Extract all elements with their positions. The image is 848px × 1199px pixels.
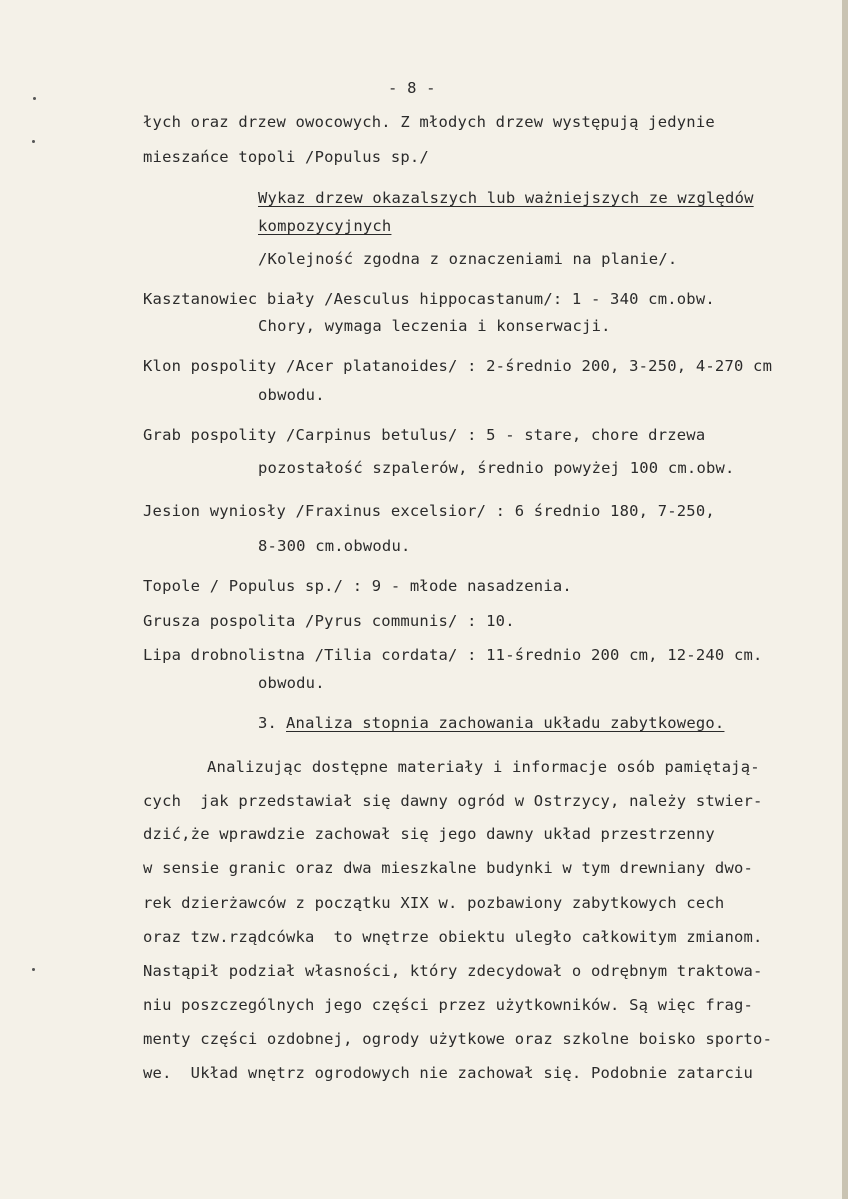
margin-mark xyxy=(32,968,35,971)
body-line: w sensie granic oraz dwa mieszkalne budynki w tym drewniany dwo- xyxy=(143,859,754,877)
body-line: Analizując dostępne materiały i informacje osób pamiętają- xyxy=(207,758,760,776)
text-line: obwodu. xyxy=(258,386,325,404)
body-line: rek dzierżawców z początku XIX w. pozbawiony zabytkowych cech xyxy=(143,894,725,912)
section-heading: Wykaz drzew okazalszych lub ważniejszych ze względów xyxy=(258,189,754,207)
body-line: oraz tzw.rządcówka to wnętrze obiektu uległo całkowitym zmianom. xyxy=(143,928,763,946)
text-line: Grab pospolity /Carpinus betulus/ : 5 - stare, chore drzewa xyxy=(143,426,706,444)
page-number: - 8 - xyxy=(388,79,436,97)
text-line: Topole / Populus sp./ : 9 - młode nasadzenia. xyxy=(143,577,572,595)
text-line: Klon pospolity /Acer platanoides/ : 2-średnio 200, 3-250, 4-270 cm xyxy=(143,357,773,375)
text-line: obwodu. xyxy=(258,674,325,692)
body-line: niu poszczególnych jego części przez użytkowników. Są więc frag- xyxy=(143,996,754,1014)
text-line: Chory, wymaga leczenia i konserwacji. xyxy=(258,317,611,335)
margin-mark xyxy=(33,97,36,100)
section-heading: Analiza stopnia zachowania układu zabytkowego. xyxy=(286,714,725,732)
body-line: dzić,że wprawdzie zachował się jego dawny układ przestrzenny xyxy=(143,825,715,843)
text-line: mieszańce topoli /Populus sp./ xyxy=(143,148,429,166)
text-line: /Kolejność zgodna z oznaczeniami na planie/. xyxy=(258,250,678,268)
text-line: Grusza pospolita /Pyrus communis/ : 10. xyxy=(143,612,515,630)
body-line: we. Układ wnętrz ogrodowych nie zachował się. Podobnie zatarciu xyxy=(143,1064,754,1082)
margin-mark xyxy=(32,140,35,143)
text-line: Lipa drobnolistna /Tilia cordata/ : 11-średnio 200 cm, 12-240 cm. xyxy=(143,646,763,664)
text-line: Kasztanowiec biały /Aesculus hippocastanum/: 1 - 340 cm.obw. xyxy=(143,290,715,308)
body-line: menty części ozdobnej, ogrody użytkowe oraz szkolne boisko sporto- xyxy=(143,1030,773,1048)
text-line: pozostałość szpalerów, średnio powyżej 100 cm.obw. xyxy=(258,459,735,477)
text-line: łych oraz drzew owocowych. Z młodych drzew występują jedynie xyxy=(143,113,715,131)
text-line: Jesion wyniosły /Fraxinus excelsior/ : 6 średnio 180, 7-250, xyxy=(143,502,715,520)
body-line: cych jak przedstawiał się dawny ogród w Ostrzycy, należy stwier- xyxy=(143,792,763,810)
body-line: Nastąpił podział własności, który zdecydował o odrębnym traktowa- xyxy=(143,962,763,980)
section-number: 3. xyxy=(258,714,278,732)
section-heading: kompozycyjnych xyxy=(258,217,392,235)
text-line: 8-300 cm.obwodu. xyxy=(258,537,411,555)
